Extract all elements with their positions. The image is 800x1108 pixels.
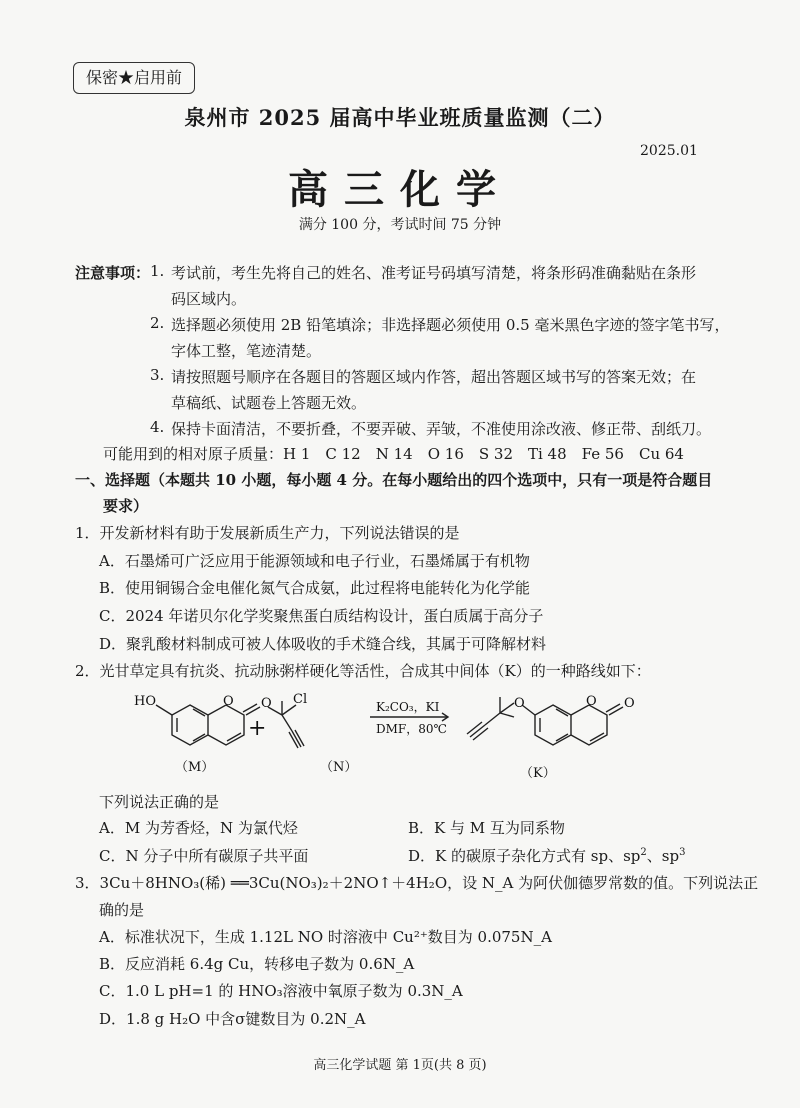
m-pyranone-ring bbox=[208, 705, 244, 745]
n-chlorine-label: Cl bbox=[293, 692, 308, 707]
q1-option-d: D．聚乳酸材料制成可被人体吸收的手术缝合线，其属于可降解材料 bbox=[99, 635, 547, 653]
notice-item-2-line1: 选择题必须使用 2B 铅笔填涂；非选择题必须使用 0.5 毫米黑色字迹的签字笔书写， bbox=[171, 316, 730, 334]
exam-date: 2025.01 bbox=[640, 143, 698, 159]
reagent-bottom: DMF，80℃ bbox=[376, 722, 447, 736]
q3-stem-line2: 确的是 bbox=[99, 901, 145, 919]
q2-option-d-sep: 、sp bbox=[646, 847, 680, 865]
k-carbonyl-oxygen-label: O bbox=[624, 696, 635, 711]
notice-label: 注意事项： bbox=[75, 264, 151, 282]
q3-option-b: B．反应消耗 6.4g Cu，转移电子数为 0.6N_A bbox=[99, 955, 415, 973]
exam-title: 泉州市 2025 届高中毕业班质量监测（二） bbox=[184, 105, 616, 130]
k-ring-oxygen-label: O bbox=[586, 694, 597, 709]
notice-item-1-line2: 码区域内。 bbox=[171, 290, 247, 308]
q2-option-a: A．M 为芳香烃，N 为氯代烃 bbox=[99, 819, 298, 837]
q3-option-d: D．1.8 g H₂O 中含σ键数目为 0.2N_A bbox=[99, 1010, 366, 1028]
reaction-scheme bbox=[130, 683, 690, 783]
q2-option-d-sup3: 3 bbox=[679, 847, 686, 858]
label-n: （N） bbox=[320, 760, 358, 775]
subject-title: 高三化学 bbox=[288, 166, 512, 213]
m-hydroxyl-label: HO bbox=[134, 694, 156, 709]
notice-item-1-num: 1. bbox=[150, 262, 165, 280]
q2-option-d bbox=[408, 845, 685, 866]
page-footer: 高三化学试题 第 1页(共 8 页) bbox=[313, 1058, 487, 1073]
notice-item-4-line1: 保持卡面清洁，不要折叠，不要弄破、弄皱，不准使用涂改液、修正带、刮纸刀。 bbox=[171, 420, 712, 438]
k-pyranone-ring bbox=[571, 705, 607, 745]
q1-stem: 1．开发新材料有助于发展新质生产力，下列说法错误的是 bbox=[75, 524, 460, 542]
notice-item-1-line1: 考试前，考生先将自己的姓名、准考证号码填写清楚，将条形码准确黏贴在条形 bbox=[171, 264, 697, 282]
m-carbonyl-oxygen-label: O bbox=[261, 696, 272, 711]
reagent-top: K₂CO₃，KI bbox=[376, 700, 440, 714]
notice-item-2-line2: 字体工整，笔迹清楚。 bbox=[171, 342, 322, 360]
label-k: （K） bbox=[520, 766, 556, 781]
notice-item-3-line1: 请按照题号顺序在各题目的答题区域内作答，超出答题区域书写的答案无效；在 bbox=[171, 368, 697, 386]
atomic-masses: 可能用到的相对原子质量：H 1 C 12 N 14 O 16 S 32 Ti 48 Fe 56 Cu 64 bbox=[103, 445, 684, 463]
notice-item-3-line2: 草稿纸、试题卷上答题无效。 bbox=[171, 394, 367, 412]
confidential-stamp: 保密★启用前 bbox=[73, 62, 195, 94]
section1-title-line1: 一、选择题（本题共 10 小题，每小题 4 分。在每小题给出的四个选项中，只有一项是符合题目 bbox=[75, 471, 713, 489]
q3-option-a: A．标准状况下，生成 1.12L NO 时溶液中 Cu²⁺数目为 0.075N_A bbox=[99, 928, 552, 946]
q2-option-c: C．N 分子中所有碳原子共平面 bbox=[99, 847, 309, 865]
q2-option-d-text: D．K 的碳原子杂化方式有 sp、sp bbox=[408, 847, 641, 865]
q2-option-d-sup2: 2 bbox=[640, 847, 647, 858]
label-m: （M） bbox=[175, 760, 215, 775]
q2-stem: 2．光甘草定具有抗炎、抗动脉粥样硬化等活性，合成其中间体（K）的一种路线如下： bbox=[75, 662, 651, 680]
q1-option-c: C．2024 年诺贝尔化学奖聚焦蛋白质结构设计，蛋白质属于高分子 bbox=[99, 607, 544, 625]
m-ring-oxygen-label: O bbox=[223, 694, 234, 709]
exam-info: 满分 100 分，考试时间 75 分钟 bbox=[298, 217, 502, 233]
q1-option-a: A．石墨烯可广泛应用于能源领域和电子行业，石墨烯属于有机物 bbox=[99, 552, 530, 570]
plus-sign: + bbox=[248, 716, 267, 741]
q3-stem-line1: 3．3Cu＋8HNO₃(稀) ══3Cu(NO₃)₂＋2NO↑＋4H₂O，设 N_A 为阿伏伽德罗常数的值。下列说法正 bbox=[75, 874, 759, 892]
q2-lead: 下列说法正确的是 bbox=[99, 793, 220, 811]
q2-option-b: B．K 与 M 互为同系物 bbox=[408, 819, 565, 837]
q1-option-b: B．使用铜锡合金电催化氮气合成氨，此过程将电能转化为化学能 bbox=[99, 579, 531, 597]
notice-item-4-num: 4. bbox=[150, 418, 165, 436]
k-ether-oxygen-label: O bbox=[514, 696, 525, 711]
notice-item-3-num: 3. bbox=[150, 366, 165, 384]
section1-title-line2: 要求） bbox=[103, 497, 149, 515]
q3-option-c: C．1.0 L pH=1 的 HNO₃溶液中氧原子数为 0.3N_A bbox=[99, 982, 463, 1000]
notice-item-2-num: 2. bbox=[150, 314, 165, 332]
